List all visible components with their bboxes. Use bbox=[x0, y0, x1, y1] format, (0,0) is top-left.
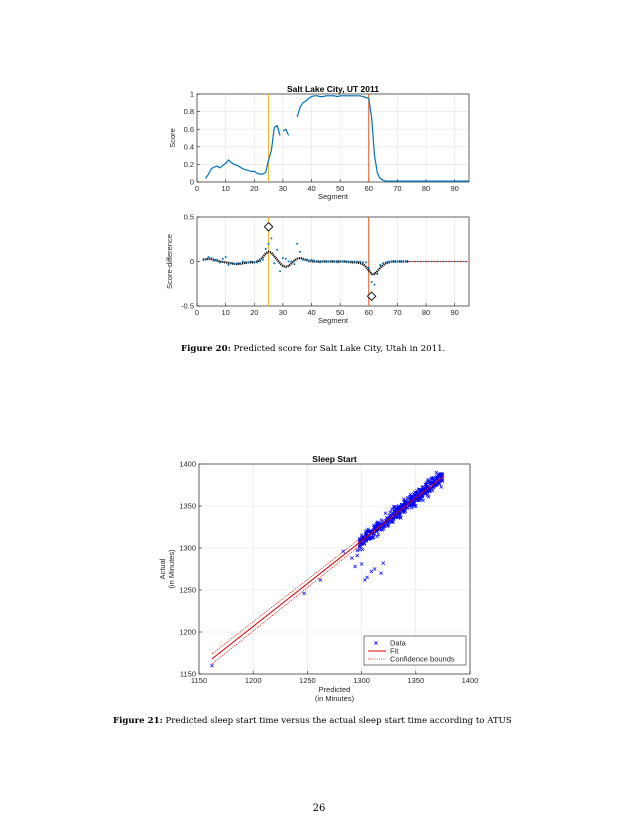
x-tick-label: 40 bbox=[307, 184, 316, 193]
x-tick-label: 60 bbox=[364, 184, 373, 193]
x-tick-label: 0 bbox=[194, 184, 200, 193]
data-point bbox=[431, 489, 434, 492]
y-tick-label: 1300 bbox=[179, 543, 196, 553]
data-point bbox=[350, 556, 353, 559]
chart-title: Sleep Start bbox=[312, 454, 357, 464]
data-point bbox=[210, 664, 213, 667]
x-tick-label: 60 bbox=[364, 308, 373, 317]
y-axis-label-line1: Actual bbox=[158, 558, 167, 580]
y-tick-label: -0.5 bbox=[181, 301, 194, 311]
fit-line bbox=[212, 477, 443, 659]
y-tick-label: 0.6 bbox=[183, 124, 194, 134]
y-tick-label: 1250 bbox=[179, 585, 196, 595]
x-tick-label: 90 bbox=[450, 308, 459, 317]
figure-20-caption-text: Predicted score for Salt Lake City, Utah in 2011. bbox=[233, 344, 446, 354]
x-axis-label-line1: Predicted bbox=[318, 685, 351, 694]
x-tick-label: 1350 bbox=[407, 676, 425, 685]
y-tick-label: 1200 bbox=[179, 627, 196, 637]
data-point bbox=[380, 572, 383, 575]
x-tick-label: 90 bbox=[450, 184, 459, 193]
y-tick-label: 0.4 bbox=[183, 142, 194, 152]
x-tick-label: 20 bbox=[250, 184, 259, 193]
data-point bbox=[365, 576, 368, 579]
y-axis-label-line2: (in Minutes) bbox=[167, 549, 176, 589]
legend-entry-fit: Fit bbox=[390, 646, 399, 656]
x-tick-label: 70 bbox=[393, 308, 402, 317]
x-axis-label-line2: (in Minutes) bbox=[314, 694, 355, 703]
x-tick-label: 1300 bbox=[353, 676, 370, 685]
y-tick-label: 0.2 bbox=[183, 160, 194, 169]
x-tick-label: 0 bbox=[194, 308, 200, 317]
data-point bbox=[382, 562, 385, 565]
x-tick-label: 20 bbox=[250, 308, 259, 317]
x-tick-label: 30 bbox=[278, 184, 288, 193]
x-tick-label: 1400 bbox=[461, 676, 479, 685]
x-tick-label: 10 bbox=[221, 308, 230, 317]
y-axis-label: Score bbox=[168, 128, 177, 148]
figure-21-caption-text: Predicted sleep start time versus the actual sleep start time according to ATUS bbox=[165, 716, 512, 726]
y-tick-label: 1400 bbox=[179, 459, 196, 469]
y-tick-label: 0 bbox=[189, 257, 194, 267]
x-tick-label: 70 bbox=[393, 184, 402, 193]
x-tick-label: 1200 bbox=[244, 676, 262, 685]
y-tick-label: 0.5 bbox=[183, 212, 194, 222]
data-point bbox=[373, 567, 376, 570]
x-tick-label: 1150 bbox=[190, 676, 208, 685]
figure-20-caption-label: Figure 20: bbox=[181, 344, 231, 354]
data-point bbox=[370, 570, 373, 573]
x-tick-label: 80 bbox=[421, 184, 431, 193]
y-tick-label: 1350 bbox=[179, 501, 196, 511]
x-tick-label: 30 bbox=[278, 308, 288, 317]
figure-21-caption bbox=[113, 716, 512, 726]
x-tick-label: 10 bbox=[221, 184, 230, 193]
y-tick-label: 1150 bbox=[179, 669, 196, 679]
legend-entry-data: Data bbox=[390, 638, 406, 648]
y-tick-label: 0 bbox=[189, 177, 194, 187]
chart-legend bbox=[364, 636, 466, 665]
x-tick-label: 50 bbox=[335, 308, 345, 317]
y-tick-label: 0.8 bbox=[183, 107, 194, 117]
data-point bbox=[384, 512, 387, 515]
legend-entry-confidence: Confidence bounds bbox=[390, 654, 455, 664]
data-point bbox=[389, 511, 392, 514]
data-point bbox=[353, 565, 356, 568]
x-tick-label: 50 bbox=[335, 184, 345, 193]
chart-title: Salt Lake City, UT 2011 bbox=[287, 84, 379, 94]
x-axis-label: Segment bbox=[317, 316, 349, 325]
y-axis-label: Score-difference bbox=[165, 234, 174, 289]
data-point bbox=[319, 578, 322, 581]
x-axis-label: Segment bbox=[317, 192, 349, 201]
data-point bbox=[440, 485, 443, 488]
x-tick-label: 80 bbox=[421, 308, 431, 317]
page-number: 26 bbox=[312, 803, 326, 814]
data-point bbox=[303, 592, 306, 595]
x-tick-label: 40 bbox=[307, 308, 316, 317]
data-point bbox=[356, 554, 359, 557]
y-tick-label: 1 bbox=[189, 89, 194, 99]
figure-21-caption-label: Figure 21: bbox=[113, 716, 163, 726]
data-point bbox=[342, 550, 345, 553]
x-tick-label: 1250 bbox=[299, 676, 316, 685]
